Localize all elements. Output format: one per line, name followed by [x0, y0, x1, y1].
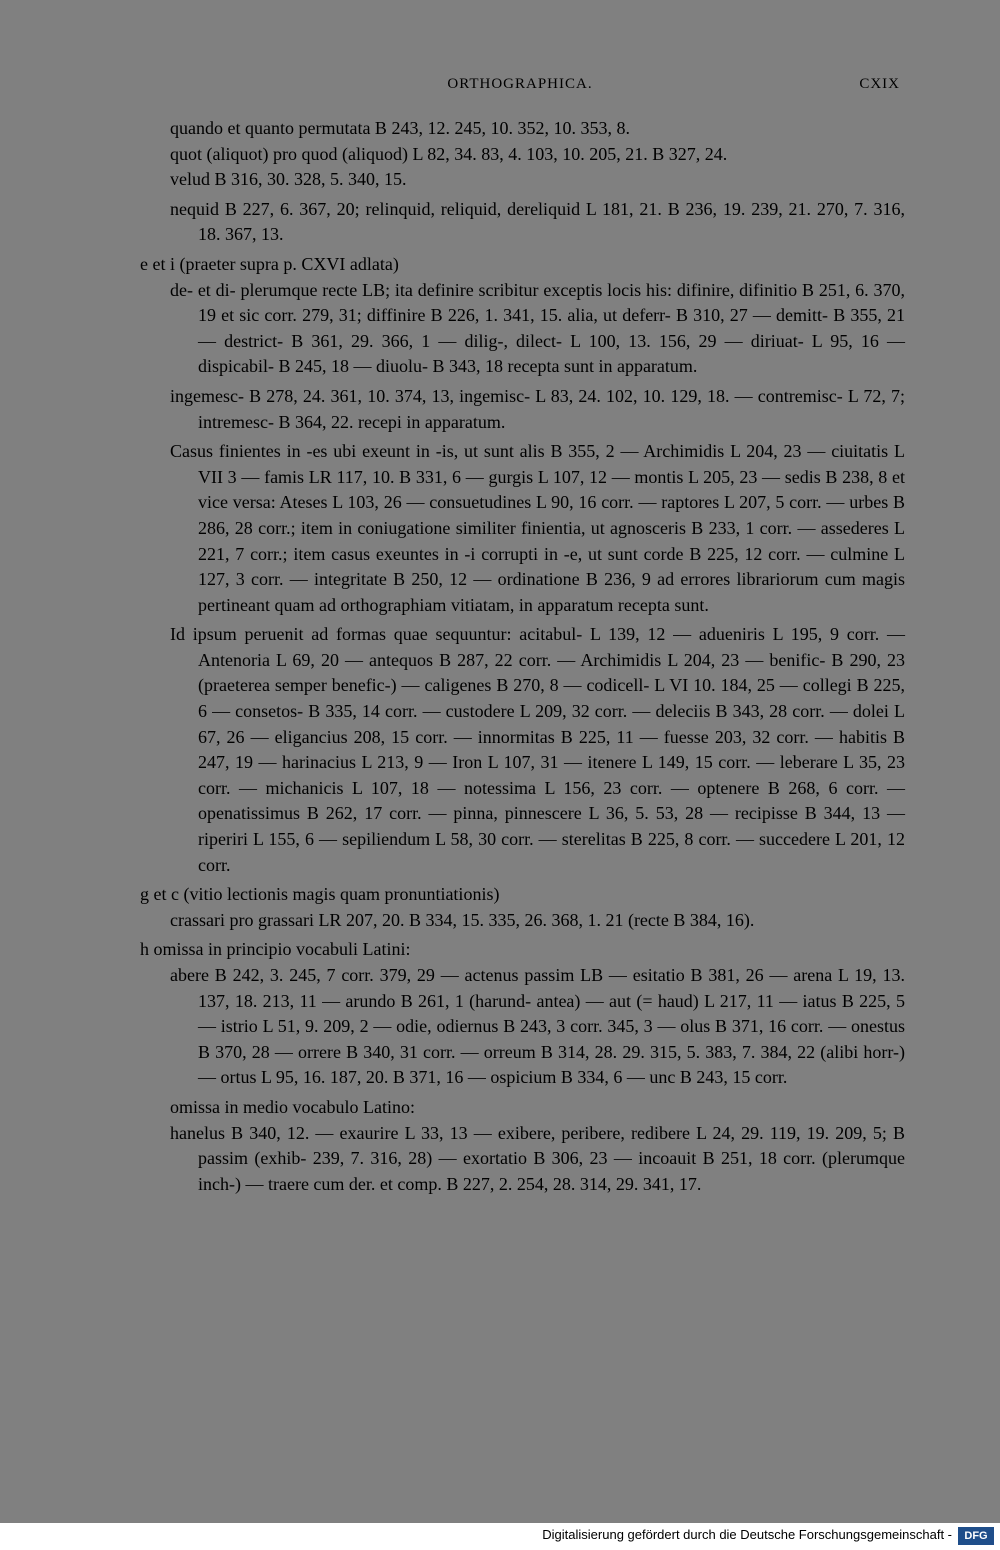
running-header [140, 76, 900, 100]
paragraph-ingemesc: ingemesc- B 278, 24. 361, 10. 374, 13, ingemisc- L 83, 24. 102, 10. 129, 18. — contremisc- L 72, 7; intremesc- B 364, 22. recepi in apparatum. [170, 385, 905, 432]
paragraph-abere: abere B 242, 3. 245, 7 corr. 379, 29 — actenus passim LB — esitatio B 381, 26 — arena L 19, 13. 137, 18. 213, 11 — arundo B 261, 1 (harund- antea) — aut (= haud) L 217, 11 — iatus B 225, 5 — istrio L 51, 9. 209, 2 — odie, odiernus B 243, 3 corr. 345, 3 — olus B 371, 16 corr. — onestus B 370, 28 — orrere B 340, 31 corr. — orreum B 314, 28. 29. 315, 5. 383, 7. 384, 22 (alibi horr-) — ortus L 95, 16. 187, 20. B 371, 16 — ospicium B 334, 6 — unc B 243, 15 corr. [170, 965, 905, 1088]
section-heading-h-omissa: h omissa in principio vocabuli Latini: [140, 939, 411, 960]
paragraph-casus: Casus finientes in -es ubi exeunt in -is, ut sunt alis B 355, 2 — Archimidis L 204, 23 — ciuitatis L VII 3 — famis LR 117, 10. B 331, 6 — gurgis L 107, 12 — montis L 205, 23 — sedis B 238, 8 et vice versa: Ateses L 103, 26 — consuetudines L 90, 16 corr. — raptores L 207, 5 corr. — urbes B 286, 28 corr.; item in coniugatione similiter finientia, ut agnosceris B 233, 1 corr. — assederes L 221, 7 corr.; item casus exeuntes in -i corrupti in -e, ut sunt corde B 225, 12 corr. — culmine L 127, 3 corr. — integritate B 250, 12 — ordinatione B 236, 9 ad errores librariorum cum magis pertineant quam ad orthographiam vitiatam, in apparatum recepta sunt. [170, 441, 905, 615]
page-body [140, 116, 905, 1197]
dfg-logo-icon: DFG [958, 1527, 994, 1545]
paragraph-hanelus: hanelus B 340, 12. — exaurire L 33, 13 — exibere, peribere, redibere L 24, 29. 119, 19. 209, 5; B passim (exhib- 239, 7. 316, 28) — exortatio B 306, 23 — incoauit B 251, 18 corr. (plerumque inch-) — traere cum der. et comp. B 227, 2. 254, 28. 314, 29. 341, 17. [170, 1122, 905, 1194]
paragraph-de-di: de- et di- plerumque recte LB; ita definire scribitur exceptis locis his: difinire, difinitio B 251, 6. 370, 19 et sic corr. 279, 31; diffinire B 226, 1. 341, 15. alia, ut deferr- B 310, 27 — demitt- B 355, 21 — destrict- B 361, 29. 366, 1 — dilig-, dilect- L 100, 13. 156, 29 — diriuat- L 95, 16 — dispicabil- B 245, 18 — diuolu- B 343, 18 recepta sunt in apparatum. [170, 279, 905, 377]
paragraph-quando: quando et quanto permutata B 243, 12. 245, 10. 352, 10. 353, 8. [170, 118, 630, 138]
section-heading-g-et-c: g et c (vitio lectionis magis quam pronuntiationis) [140, 884, 500, 905]
running-title: ORTHOGRAPHICA. [447, 76, 593, 92]
paragraph-quot: quot (aliquot) pro quod (aliquod) L 82, 34. 83, 4. 103, 10. 205, 21. B 327, 24. [170, 143, 728, 164]
paragraph-velud: velud B 316, 30. 328, 5. 340, 15. [170, 169, 407, 190]
funding-credit: Digitalisierung gefördert durch die Deutsche Forschungsgemeinschaft - [542, 1527, 952, 1542]
paragraph-id-ipsum: Id ipsum peruenit ad formas quae sequuntur: acitabul- L 139, 12 — adueniris L 195, 9 corr. — Antenoria L 69, 20 — antequos B 287, 22 corr. — Archimidis L 204, 23 — benific- B 290, 23 (praeterea semper benefic-) — caligenes B 270, 8 — codicell- L VI 10. 184, 25 — collegi B 225, 6 — consetos- B 335, 14 corr. — custodere L 209, 32 corr. — deleciis B 343, 28 corr. — dolei L 67, 26 — eligancius 208, 15 corr. — innormitas B 225, 11 — fuesse 203, 32 corr. — habitis B 247, 19 — harinacius L 213, 9 — Iron L 107, 31 — itenere L 149, 15 corr. — leberare L 35, 23 corr. — michanicis L 107, 18 — notessima L 156, 23 corr. — optenere B 268, 6 corr. — openatissimus B 262, 17 corr. — pinna, pinnescere L 36, 5. 53, 28 — recipisse B 344, 13 — riperiri L 155, 6 — sepiliendum L 58, 30 corr. — sterelitas B 225, 8 corr. — succedere L 201, 12 corr. [170, 624, 905, 875]
subsection-heading-medio: omissa in medio vocabulo Latino: [170, 1096, 415, 1117]
section-heading-e-et-i: e et i (praeter supra p. CXVI adlata) [140, 253, 399, 274]
page-number: CXIX [859, 76, 900, 92]
paragraph-nequid: nequid B 227, 6. 367, 20; relinquid, reliquid, dereliquid L 181, 21. B 236, 19. 239, 21. 270, 7. 316, 18. 367, 13. [170, 198, 905, 245]
paragraph-crassari: crassari pro grassari LR 207, 20. B 334, 15. 335, 26. 368, 1. 21 (recte B 384, 16). [170, 909, 755, 930]
digitization-footer [0, 1523, 1000, 1550]
